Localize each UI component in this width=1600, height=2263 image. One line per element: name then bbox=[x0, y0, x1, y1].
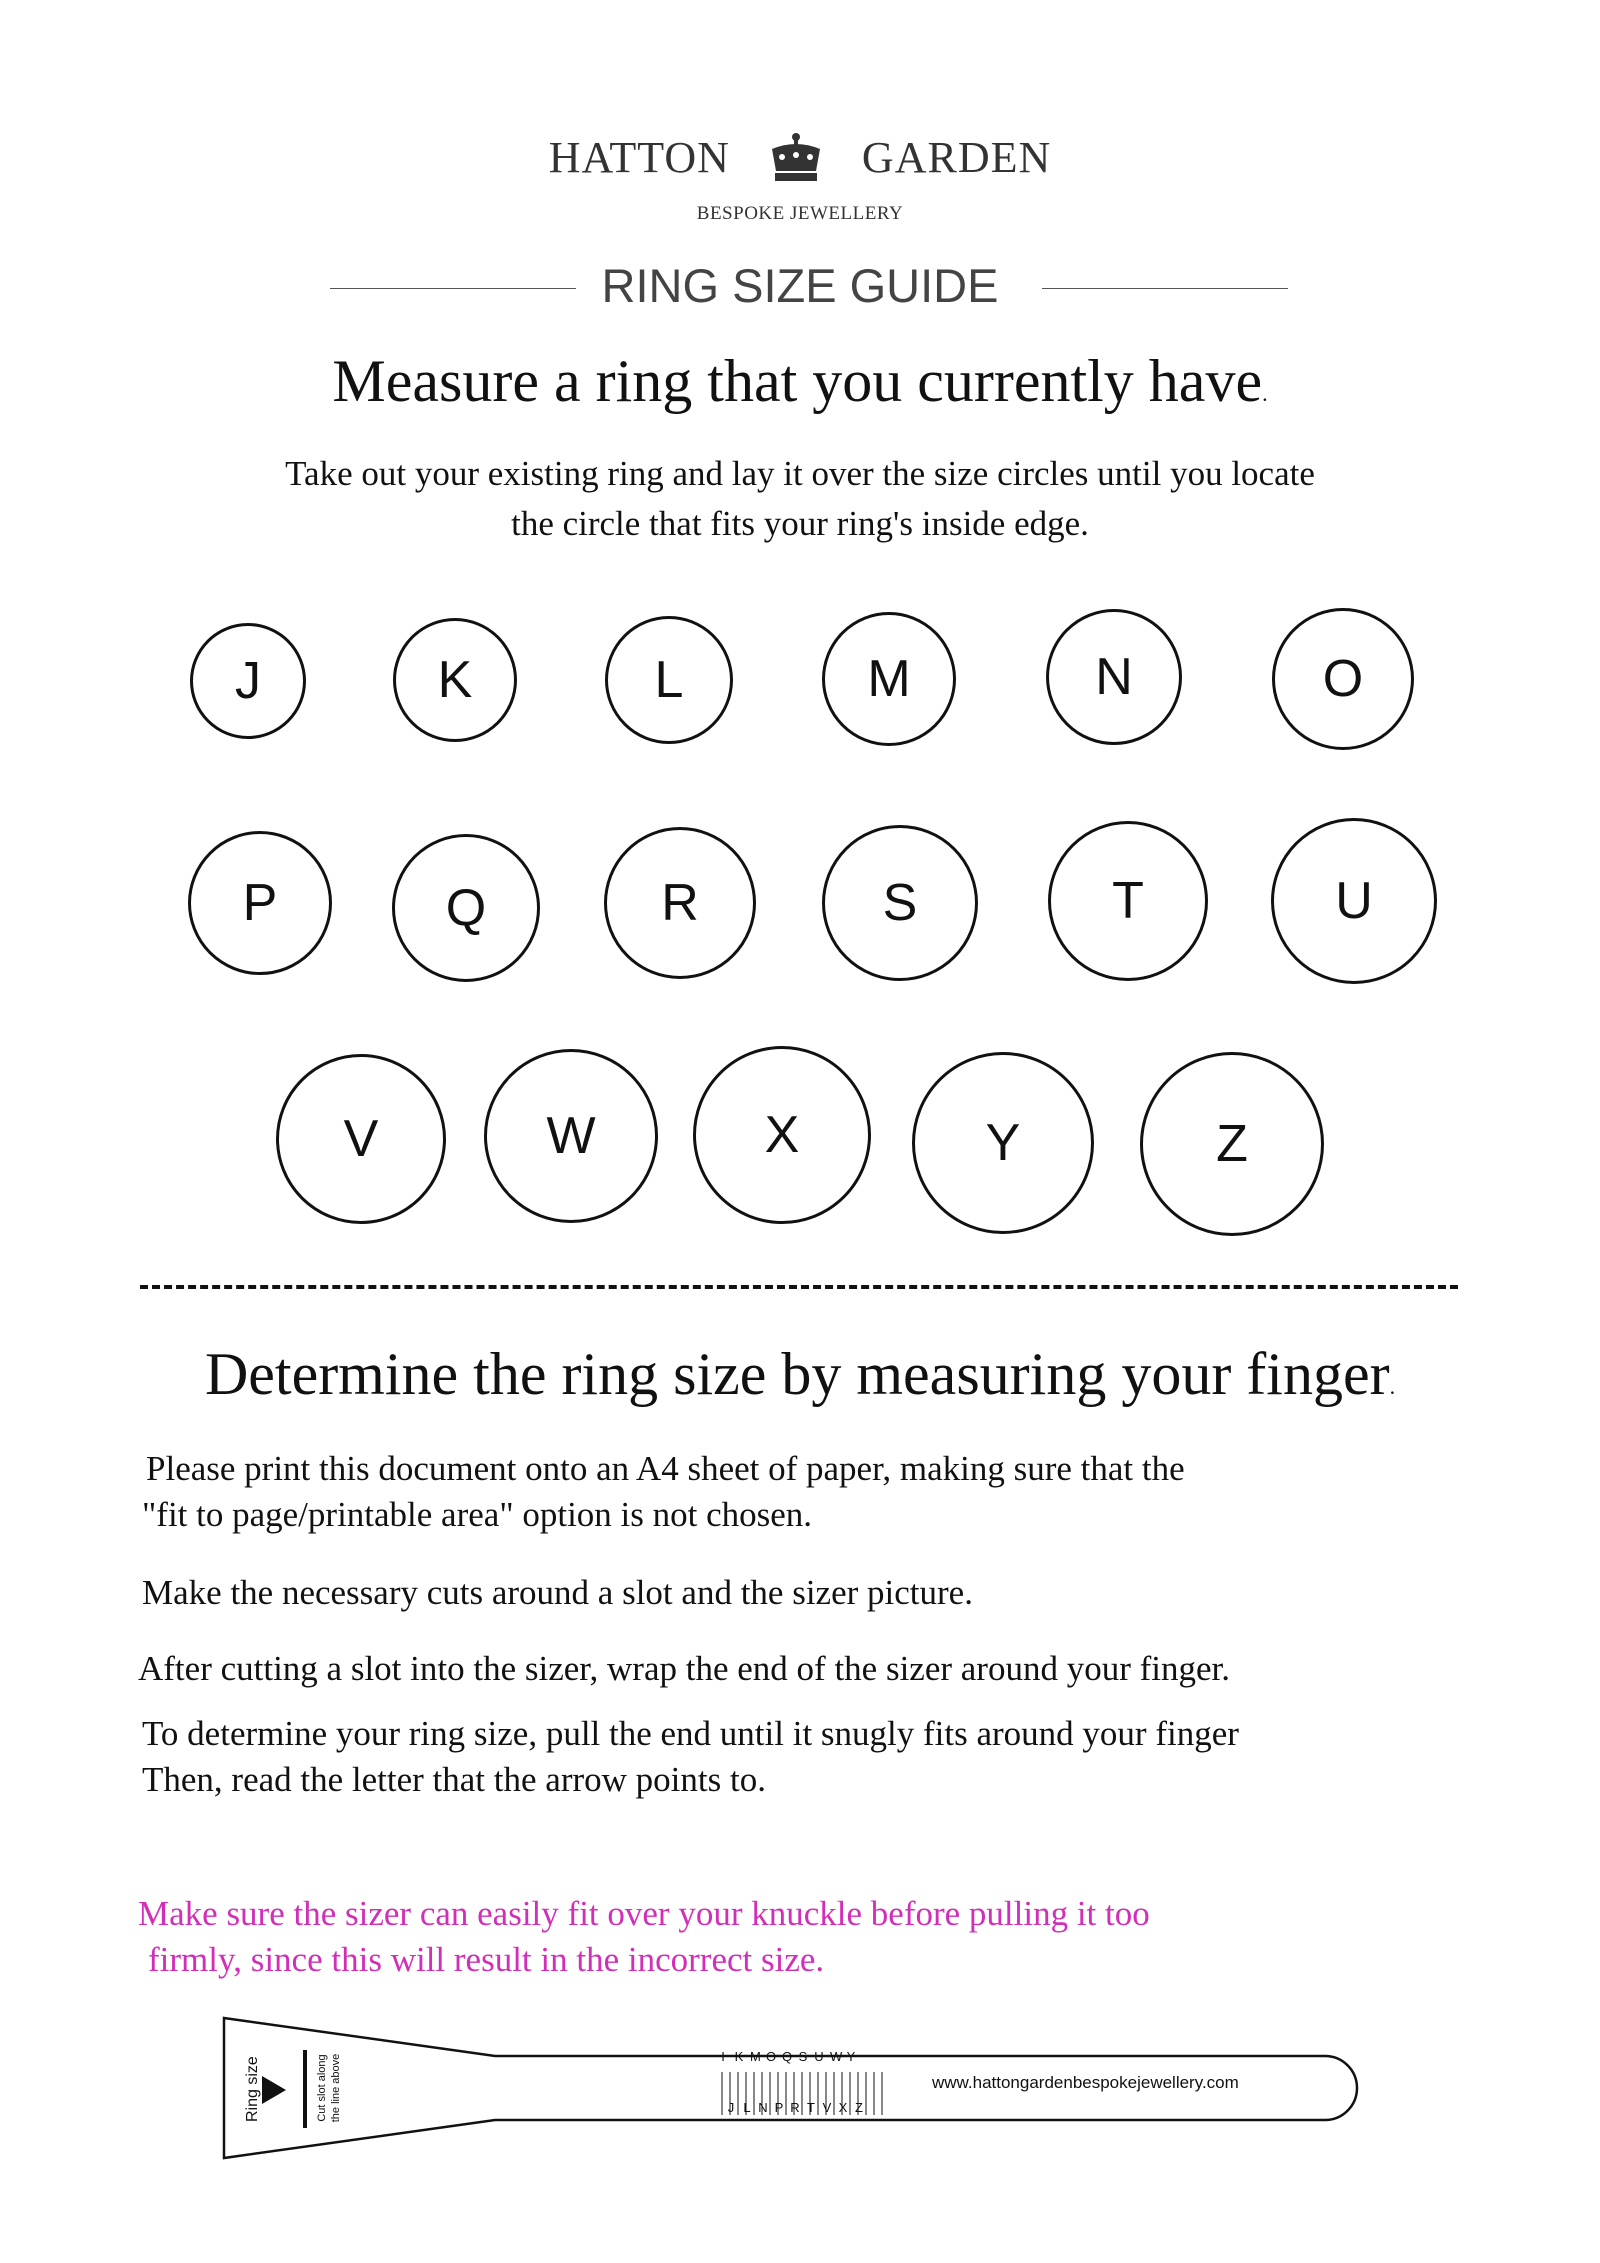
warning-line1: Make sure the sizer can easily fit over your knuckle before pulling it too bbox=[138, 1894, 1150, 1933]
brand-subtitle: BESPOKE JEWELLERY bbox=[696, 203, 904, 224]
sizer-letter-top-m: M bbox=[750, 2049, 761, 2064]
title-rule-right bbox=[1042, 288, 1288, 289]
sizer-letter-top-y: Y bbox=[846, 2049, 856, 2064]
brand-word-left: HATTON bbox=[548, 133, 730, 183]
cut-line-divider bbox=[140, 1285, 1458, 1289]
size-circle-z: Z bbox=[1140, 1052, 1324, 1236]
section1-heading bbox=[0, 347, 1600, 416]
brand-logo bbox=[0, 128, 1600, 185]
size-circle-k: K bbox=[393, 618, 517, 742]
sizer-cut-instruction bbox=[315, 2038, 343, 2138]
instruction-print-line1: Please print this document onto an A4 sheet of paper, making sure that the bbox=[146, 1449, 1185, 1488]
instruction-print-line2: "fit to page/printable area" option is not chosen. bbox=[142, 1495, 813, 1534]
sizer-letter-bottom-v: V bbox=[822, 2100, 832, 2115]
size-circle-p: P bbox=[188, 831, 332, 975]
size-circle-j: J bbox=[190, 623, 306, 739]
size-circle-n: N bbox=[1046, 609, 1182, 745]
sizer-cut-line2: the line above bbox=[330, 2053, 342, 2123]
instruction-cuts: Make the necessary cuts around a slot and the sizer picture. bbox=[142, 1573, 973, 1612]
section1-line2: the circle that fits your ring's inside edge. bbox=[511, 504, 1089, 543]
size-circle-w: W bbox=[484, 1049, 658, 1223]
section2-heading-dot: . bbox=[1389, 1374, 1396, 1399]
sizer-letter-bottom-x: X bbox=[838, 2100, 848, 2115]
instruction-pull-line1: To determine your ring size, pull the end until it snugly fits around your finger bbox=[142, 1714, 1239, 1753]
size-circle-r: R bbox=[604, 827, 756, 979]
section2-heading-text: Determine the ring size by measuring your finger bbox=[204, 1341, 1390, 1407]
sizer-letter-top-s: S bbox=[798, 2049, 808, 2064]
crown-icon bbox=[768, 131, 824, 185]
warning-line2: firmly, since this will result in the incorrect size. bbox=[148, 1940, 825, 1979]
section1-line1: Take out your existing ring and lay it over the size circles until you locate bbox=[285, 454, 1315, 493]
size-circle-x: X bbox=[693, 1046, 871, 1224]
sizer-website-url: www.hattongardenbespokejewellery.com bbox=[932, 2073, 1239, 2092]
section2-heading bbox=[0, 1340, 1600, 1409]
size-circle-q: Q bbox=[392, 834, 540, 982]
sizer-letter-bottom-p: P bbox=[774, 2100, 784, 2115]
brand-word-right: GARDEN bbox=[861, 133, 1052, 183]
section1-heading-text: Measure a ring that you currently have bbox=[332, 348, 1263, 414]
size-circle-v: V bbox=[276, 1054, 446, 1224]
instruction-wrap: After cutting a slot into the sizer, wrap the end of the sizer around your finger. bbox=[138, 1649, 1231, 1688]
section1-heading-dot: . bbox=[1262, 381, 1268, 406]
sizer-cut-line1: Cut slot along bbox=[316, 2054, 328, 2122]
sizer-letter-top-o: O bbox=[766, 2049, 777, 2064]
size-circle-u: U bbox=[1271, 818, 1437, 984]
sizer-letter-top-w: W bbox=[830, 2049, 843, 2064]
size-circle-o: O bbox=[1272, 608, 1414, 750]
sizer-letter-top-k: K bbox=[734, 2049, 744, 2064]
size-circle-t: T bbox=[1048, 821, 1208, 981]
instruction-pull-line2: Then, read the letter that the arrow points to. bbox=[142, 1760, 766, 1799]
size-circle-m: M bbox=[822, 612, 956, 746]
sizer-letter-bottom-j: J bbox=[727, 2100, 735, 2115]
sizer-letter-bottom-z: Z bbox=[855, 2100, 863, 2115]
size-circle-l: L bbox=[605, 616, 733, 744]
sizer-letter-top-u: U bbox=[814, 2049, 824, 2064]
size-circle-y: Y bbox=[912, 1052, 1094, 1234]
sizer-letter-top-i: I bbox=[721, 2049, 725, 2064]
sizer-letter-bottom-n: N bbox=[758, 2100, 768, 2115]
sizer-label: Ring size bbox=[244, 2056, 261, 2122]
sizer-letter-bottom-t: T bbox=[807, 2100, 815, 2115]
sizer-letter-bottom-r: R bbox=[790, 2100, 800, 2115]
page-title: RING SIZE GUIDE bbox=[601, 259, 999, 312]
sizer-letter-top-q: Q bbox=[782, 2049, 793, 2064]
size-circle-s: S bbox=[822, 825, 978, 981]
ring-sizer-strip bbox=[210, 2010, 1400, 2180]
sizer-letter-bottom-l: L bbox=[743, 2100, 751, 2115]
